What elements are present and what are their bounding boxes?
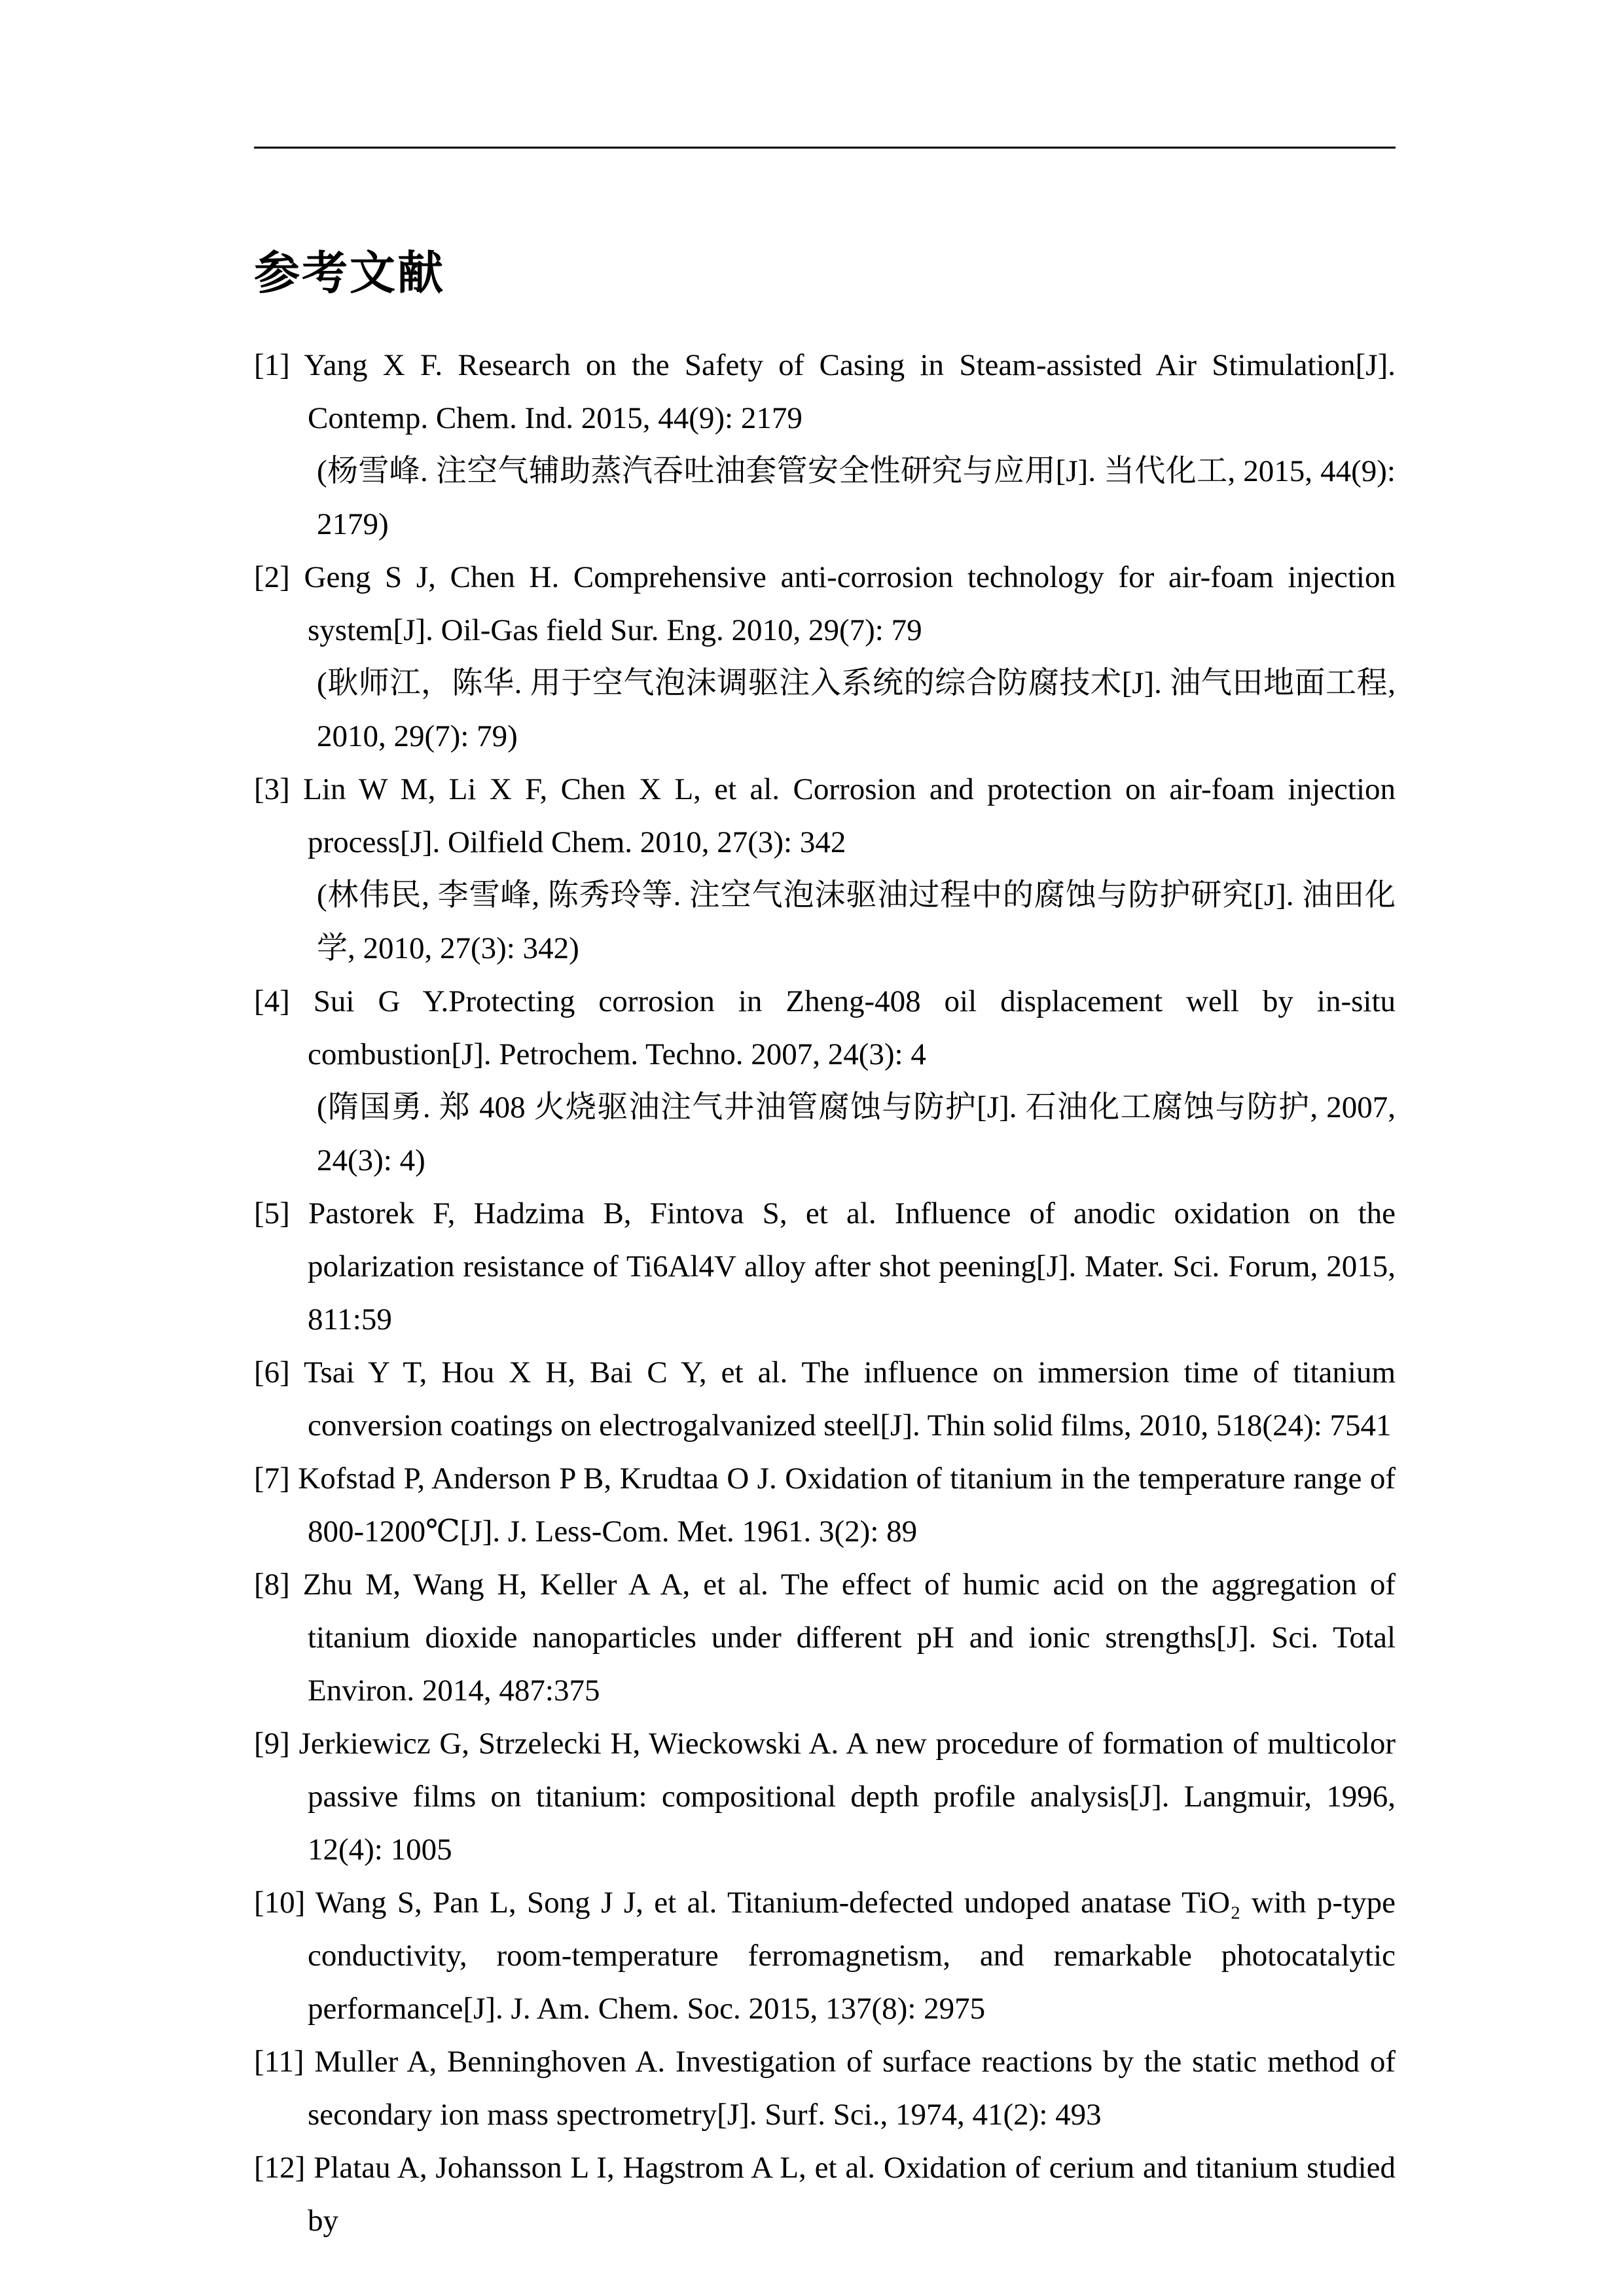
reference-item-1 [254,339,1396,551]
reference-text-cn: (林伟民, 李雪峰, 陈秀玲等. 注空气泡沫驱油过程中的腐蚀与防护研究[J]. 油田化学, 2010, 27(3): 342) [317,878,1396,965]
reference-item-12 [254,2142,1396,2248]
reference-item-7 [254,1452,1396,1558]
header-rule [254,147,1396,149]
references-heading: 参考文献 [254,249,445,299]
reference-item-6 [254,1346,1396,1452]
reference-text-en: Zhu M, Wang H, Keller A A, et al. The effect of humic acid on the aggregation of titanium dioxide nanoparticles under different pH and ionic strengths[J]. Sci. Total Environ. 2014, 487:375 [302,1567,1396,1708]
reference-item-3 [254,763,1396,975]
reference-number: [5] [254,1196,290,1230]
reference-text-en: Geng S J, Chen H. Comprehensive anti-corrosion technology for air-foam injection system[J]. Oil-Gas field Sur. Eng. 2010, 29(7): 79 [304,560,1396,647]
reference-number: [8] [254,1567,290,1602]
reference-text-cn: (隋国勇. 郑 408 火烧驱油注气井油管腐蚀与防护[J]. 石油化工腐蚀与防护, 2007, 24(3): 4) [317,1090,1396,1177]
reference-number: [7] [254,1461,290,1496]
reference-number: [6] [254,1355,290,1390]
reference-number: [11] [254,2044,304,2079]
reference-text-en: Sui G Y.Protecting corrosion in Zheng-408 oil displacement well by in-situ combustion[J]. Petrochem. Techno. 2007, 24(3): 4 [308,984,1396,1071]
reference-text-en: Yang X F. Research on the Safety of Casing in Steam-assisted Air Stimulation[J]. Contemp. Chem. Ind. 2015, 44(9): 2179 [304,348,1396,435]
reference-text-en: Muller A, Benninghoven A. Investigation of surface reactions by the static method of secondary ion mass spectrometry[J]. Surf. Sci., 1974, 41(2): 493 [308,2044,1396,2132]
reference-text-en: Lin W M, Li X F, Chen X L, et al. Corrosion and protection on air-foam injection process[J]. Oilfield Chem. 2010, 27(3): 342 [303,772,1396,859]
reference-text-en: Pastorek F, Hadzima B, Fintova S, et al. Influence of anodic oxidation on the polarization resistance of Ti6Al4V alloy after shot peening[J]. Mater. Sci. Forum, 2015, 811:59 [308,1196,1396,1336]
reference-text-cn: (耿师江，陈华. 用于空气泡沫调驱注入系统的综合防腐技术[J]. 油气田地面工程, 2010, 29(7): 79) [317,666,1396,753]
reference-item-4 [254,975,1396,1187]
reference-number: [4] [254,984,290,1018]
reference-text-en: Jerkiewicz G, Strzelecki H, Wieckowski A. A new procedure of formation of multicolor passive films on titanium: compositional depth profile analysis[J]. Langmuir, 1996, 12(4): 1005 [298,1726,1396,1867]
reference-text-cn: (杨雪峰. 注空气辅助蒸汽吞吐油套管安全性研究与应用[J]. 当代化工, 2015, 44(9): 2179) [317,454,1396,541]
reference-number: [1] [254,348,290,382]
reference-number: [10] [254,1885,306,1920]
reference-number: [12] [254,2150,306,2185]
reference-item-2 [254,551,1396,763]
reference-item-8 [254,1558,1396,1717]
reference-item-10 [254,1876,1396,2036]
reference-list [254,339,1396,2248]
reference-item-5 [254,1187,1396,1346]
reference-text-en: Tsai Y T, Hou X H, Bai C Y, et al. The influence on immersion time of titanium conversion coatings on electrogalvanized steel[J]. Thin solid films, 2010, 518(24): 7541 [304,1355,1396,1443]
reference-number: [9] [254,1726,290,1761]
reference-text-en: Wang S, Pan L, Song J J, et al. Titanium-defected undoped anatase TiO₂ with p-type conductivity, room-temperature ferromagnetism, and remarkable photocatalytic performance[J]. J. Am. Chem. Soc. 2015, 137(8): 2975 [308,1885,1396,2026]
reference-number: [3] [254,772,290,806]
reference-text-en: Kofstad P, Anderson P B, Krudtaa O J. Oxidation of titanium in the temperature range of 800-1200℃[J]. J. Less-Com. Met. 1961. 3(2): 89 [298,1461,1396,1549]
reference-item-9 [254,1717,1396,1876]
reference-text-en: Platau A, Johansson L I, Hagstrom A L, et al. Oxidation of cerium and titanium studied by [308,2150,1396,2238]
reference-number: [2] [254,560,290,594]
reference-item-11 [254,2036,1396,2142]
